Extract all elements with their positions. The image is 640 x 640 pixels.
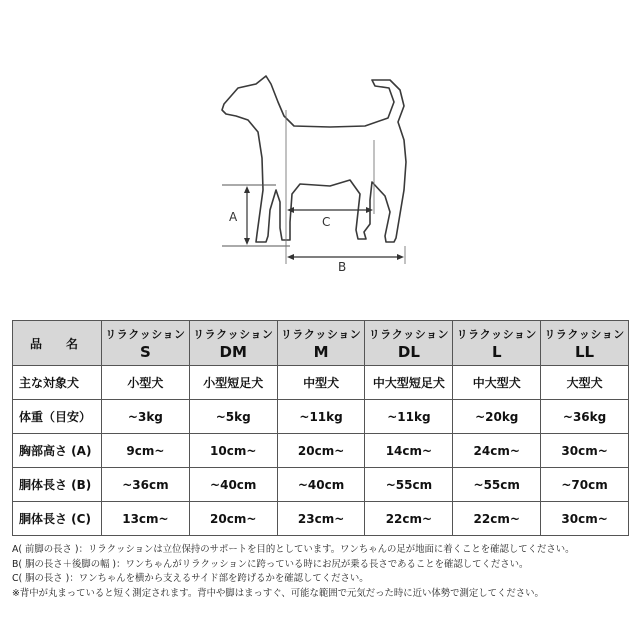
dimension-b-label: B: [338, 260, 347, 274]
row-label-chest-height: 胸部高さ (A): [13, 434, 102, 468]
table-cell: ~11kg: [365, 400, 453, 434]
dimension-b-arrow-right: [397, 254, 404, 260]
row-label-weight: 体重（目安）: [13, 400, 102, 434]
note-c: C( 胴の長さ )：ワンちゃんを横から支えるサイド部を跨げるかを確認してください。: [12, 573, 369, 584]
product-header-dm: リラクッション DM: [189, 321, 277, 366]
table-cell: 9cm~: [102, 434, 190, 468]
note-b: B( 胴の長さ＋後脚の幅 )：ワンちゃんがリラクッションに跨っている時にお尻が乗る長さであることを確認してください。: [12, 558, 529, 570]
table-cell: 20cm~: [277, 434, 365, 468]
dog-measurement-diagram: [0, 0, 640, 300]
table-cell: ~3kg: [102, 400, 190, 434]
table-cell: 30cm~: [541, 434, 629, 468]
product-header-dl: リラクッション DL: [365, 321, 453, 366]
table-row: [13, 400, 629, 434]
table-cell: ~55cm: [365, 468, 453, 502]
dimension-a-arrow-bottom: [244, 238, 250, 245]
table-cell: 24cm~: [453, 434, 541, 468]
product-name-header: 品 名: [13, 321, 102, 366]
size-chart-table: [12, 320, 629, 536]
product-header-ll: リラクッション LL: [541, 321, 629, 366]
table-row: [13, 434, 629, 468]
table-cell: ~36kg: [541, 400, 629, 434]
table-cell: ~55cm: [453, 468, 541, 502]
dimension-a-label: A: [229, 210, 238, 224]
table-cell: ~11kg: [277, 400, 365, 434]
table-cell: ~5kg: [189, 400, 277, 434]
table-cell: 14cm~: [365, 434, 453, 468]
table-cell: 中大型犬: [453, 366, 541, 400]
dimension-a-arrow-top: [244, 186, 250, 193]
dog-outline: [222, 76, 406, 242]
table-cell: 中型犬: [277, 366, 365, 400]
table-cell: 20cm~: [189, 502, 277, 536]
product-header-m: リラクッション M: [277, 321, 365, 366]
table-cell: 22cm~: [365, 502, 453, 536]
table-cell: 23cm~: [277, 502, 365, 536]
table-row: [13, 468, 629, 502]
table-cell: 10cm~: [189, 434, 277, 468]
table-cell: 中大型短足犬: [365, 366, 453, 400]
table-cell: 13cm~: [102, 502, 190, 536]
row-label-body-length-b: 胴体長さ (B): [13, 468, 102, 502]
dimension-c-label: C: [322, 215, 331, 229]
table-row: [13, 366, 629, 400]
measurement-notes: [12, 543, 632, 601]
table-cell: 小型犬: [102, 366, 190, 400]
row-label-body-length-c: 胴体長さ (C): [13, 502, 102, 536]
table-cell: ~40cm: [189, 468, 277, 502]
product-header-l: リラクッション L: [453, 321, 541, 366]
note-a: A( 前脚の長さ )：リラクッションは立位保持のサポートを目的としています。ワンちゃんの足が地面に着くことを確認してください。: [12, 544, 575, 555]
table-cell: ~70cm: [541, 468, 629, 502]
table-cell: 30cm~: [541, 502, 629, 536]
table-cell: 大型犬: [541, 366, 629, 400]
note-posture: ※背中が丸まっていると短く測定されます。背中や脚はまっすぐ、可能な範囲で元気だった時に近い体勢で測定してください。: [12, 587, 544, 599]
table-row: [13, 502, 629, 536]
table-cell: ~20kg: [453, 400, 541, 434]
table-header-row: [13, 321, 629, 366]
table-cell: 小型短足犬: [189, 366, 277, 400]
dimension-b-arrow-left: [287, 254, 294, 260]
table-cell: ~40cm: [277, 468, 365, 502]
row-label-target-dog: 主な対象犬: [13, 366, 102, 400]
table-cell: 22cm~: [453, 502, 541, 536]
table-cell: ~36cm: [102, 468, 190, 502]
product-header-s: リラクッション S: [102, 321, 190, 366]
